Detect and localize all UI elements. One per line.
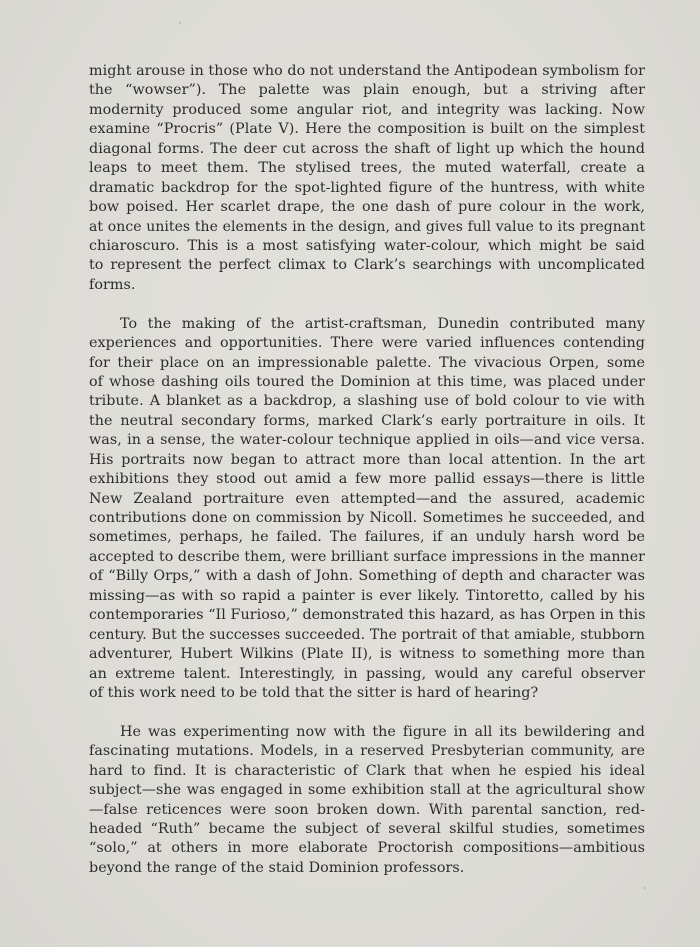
text-line: of “Billy Orps,” with a dash of John. Something of depth and character was (89, 568, 645, 585)
text-line: To the making of the artist-craftsman, Dunedin contributed many (120, 315, 645, 332)
text-line: the “wowser”). The palette was plain enough, but a striving after (89, 82, 645, 99)
text-line: adventurer, Hubert Wilkins (Plate II), is witness to something more than (89, 646, 645, 663)
paper-speck (644, 887, 646, 889)
text-line: tribute. A blanket as a backdrop, a slashing use of bold colour to vie with (89, 393, 645, 410)
paragraph-1 (89, 62, 645, 295)
text-line: the neutral secondary forms, marked Clark’s early portraiture in oils. It (89, 412, 645, 429)
text-line: at once unites the elements in the design, and gives full value to its pregnant (89, 218, 645, 235)
text-line: experiences and opportunities. There were varied influences contending (89, 335, 645, 352)
text-line: accepted to describe them, were brilliant surface impressions in the manner (89, 548, 645, 565)
text-line: He was experimenting now with the figure in all its bewildering and (120, 723, 645, 740)
text-line: subject—she was engaged in some exhibition stall at the agricultural show (89, 782, 645, 799)
text-line: His portraits now began to attract more than local attention. In the art (89, 451, 645, 468)
text-line: century. But the successes succeeded. The portrait of that amiable, stubborn (89, 626, 645, 643)
text-line: chiaroscuro. This is a most satisfying water-colour, which might be said (89, 237, 645, 254)
text-line: of this work need to be told that the sitter is hard of hearing? (89, 684, 539, 701)
text-line: “solo,” at others in more elaborate Proctorish compositions—ambitious (89, 840, 645, 857)
text-line: hard to find. It is characteristic of Clark that when he espied his ideal (89, 762, 645, 779)
text-line: New Zealand portraiture even attempted—and the assured, academic (89, 490, 645, 507)
text-line: diagonal forms. The deer cut across the shaft of light up which the hound (89, 140, 645, 157)
text-line: for their place on an impressionable palette. The vivacious Orpen, some (89, 354, 645, 371)
text-line: dramatic backdrop for the spot-lighted figure of the huntress, with white (89, 179, 645, 196)
text-line: of whose dashing oils toured the Dominion at this time, was placed under (89, 373, 645, 390)
text-line: might arouse in those who do not understand the Antipodean symbolism for (89, 63, 645, 79)
text-line: modernity produced some angular riot, and integrity was lacking. Now (89, 101, 645, 118)
text-line: sometimes, perhaps, he failed. The failures, if an unduly harsh word be (89, 529, 645, 546)
text-line: beyond the range of the staid Dominion professors. (89, 859, 465, 876)
text-line: was, in a sense, the water-colour technique applied in oils—and vice versa. (89, 432, 645, 449)
text-line: bow poised. Her scarlet drape, the one dash of pure colour in the work, (89, 199, 645, 216)
text-line: missing—as with so rapid a painter is ever likely. Tintoretto, called by his (89, 587, 645, 604)
text-line: exhibitions they stood out amid a few more pallid essays—there is little (89, 471, 645, 488)
text-line: contemporaries “Il Furioso,” demonstrated this hazard, as has Orpen in this (89, 607, 645, 624)
text-line: examine “Procris” (Plate V). Here the composition is built on the simplest (89, 121, 645, 138)
text-line: an extreme talent. Interestingly, in passing, would any careful observer (89, 665, 645, 682)
text-line: headed “Ruth” became the subject of several skilful studies, sometimes (89, 820, 645, 837)
text-line: fascinating mutations. Models, in a reserved Presbyterian community, are (89, 743, 645, 760)
text-line: —false reticences were soon broken down. With parental sanction, red- (89, 801, 645, 818)
paragraph-3 (89, 723, 645, 879)
text-line: contributions done on commission by Nicoll. Sometimes he succeeded, and (89, 510, 645, 527)
body-text (89, 62, 645, 878)
text-line: to represent the perfect climax to Clark’s searchings with uncomplicated (89, 257, 645, 274)
text-line: leaps to meet them. The stylised trees, the muted waterfall, create a (89, 160, 645, 177)
paragraph-2 (89, 315, 645, 704)
text-line: forms. (89, 276, 136, 293)
paper-speck (179, 22, 181, 24)
